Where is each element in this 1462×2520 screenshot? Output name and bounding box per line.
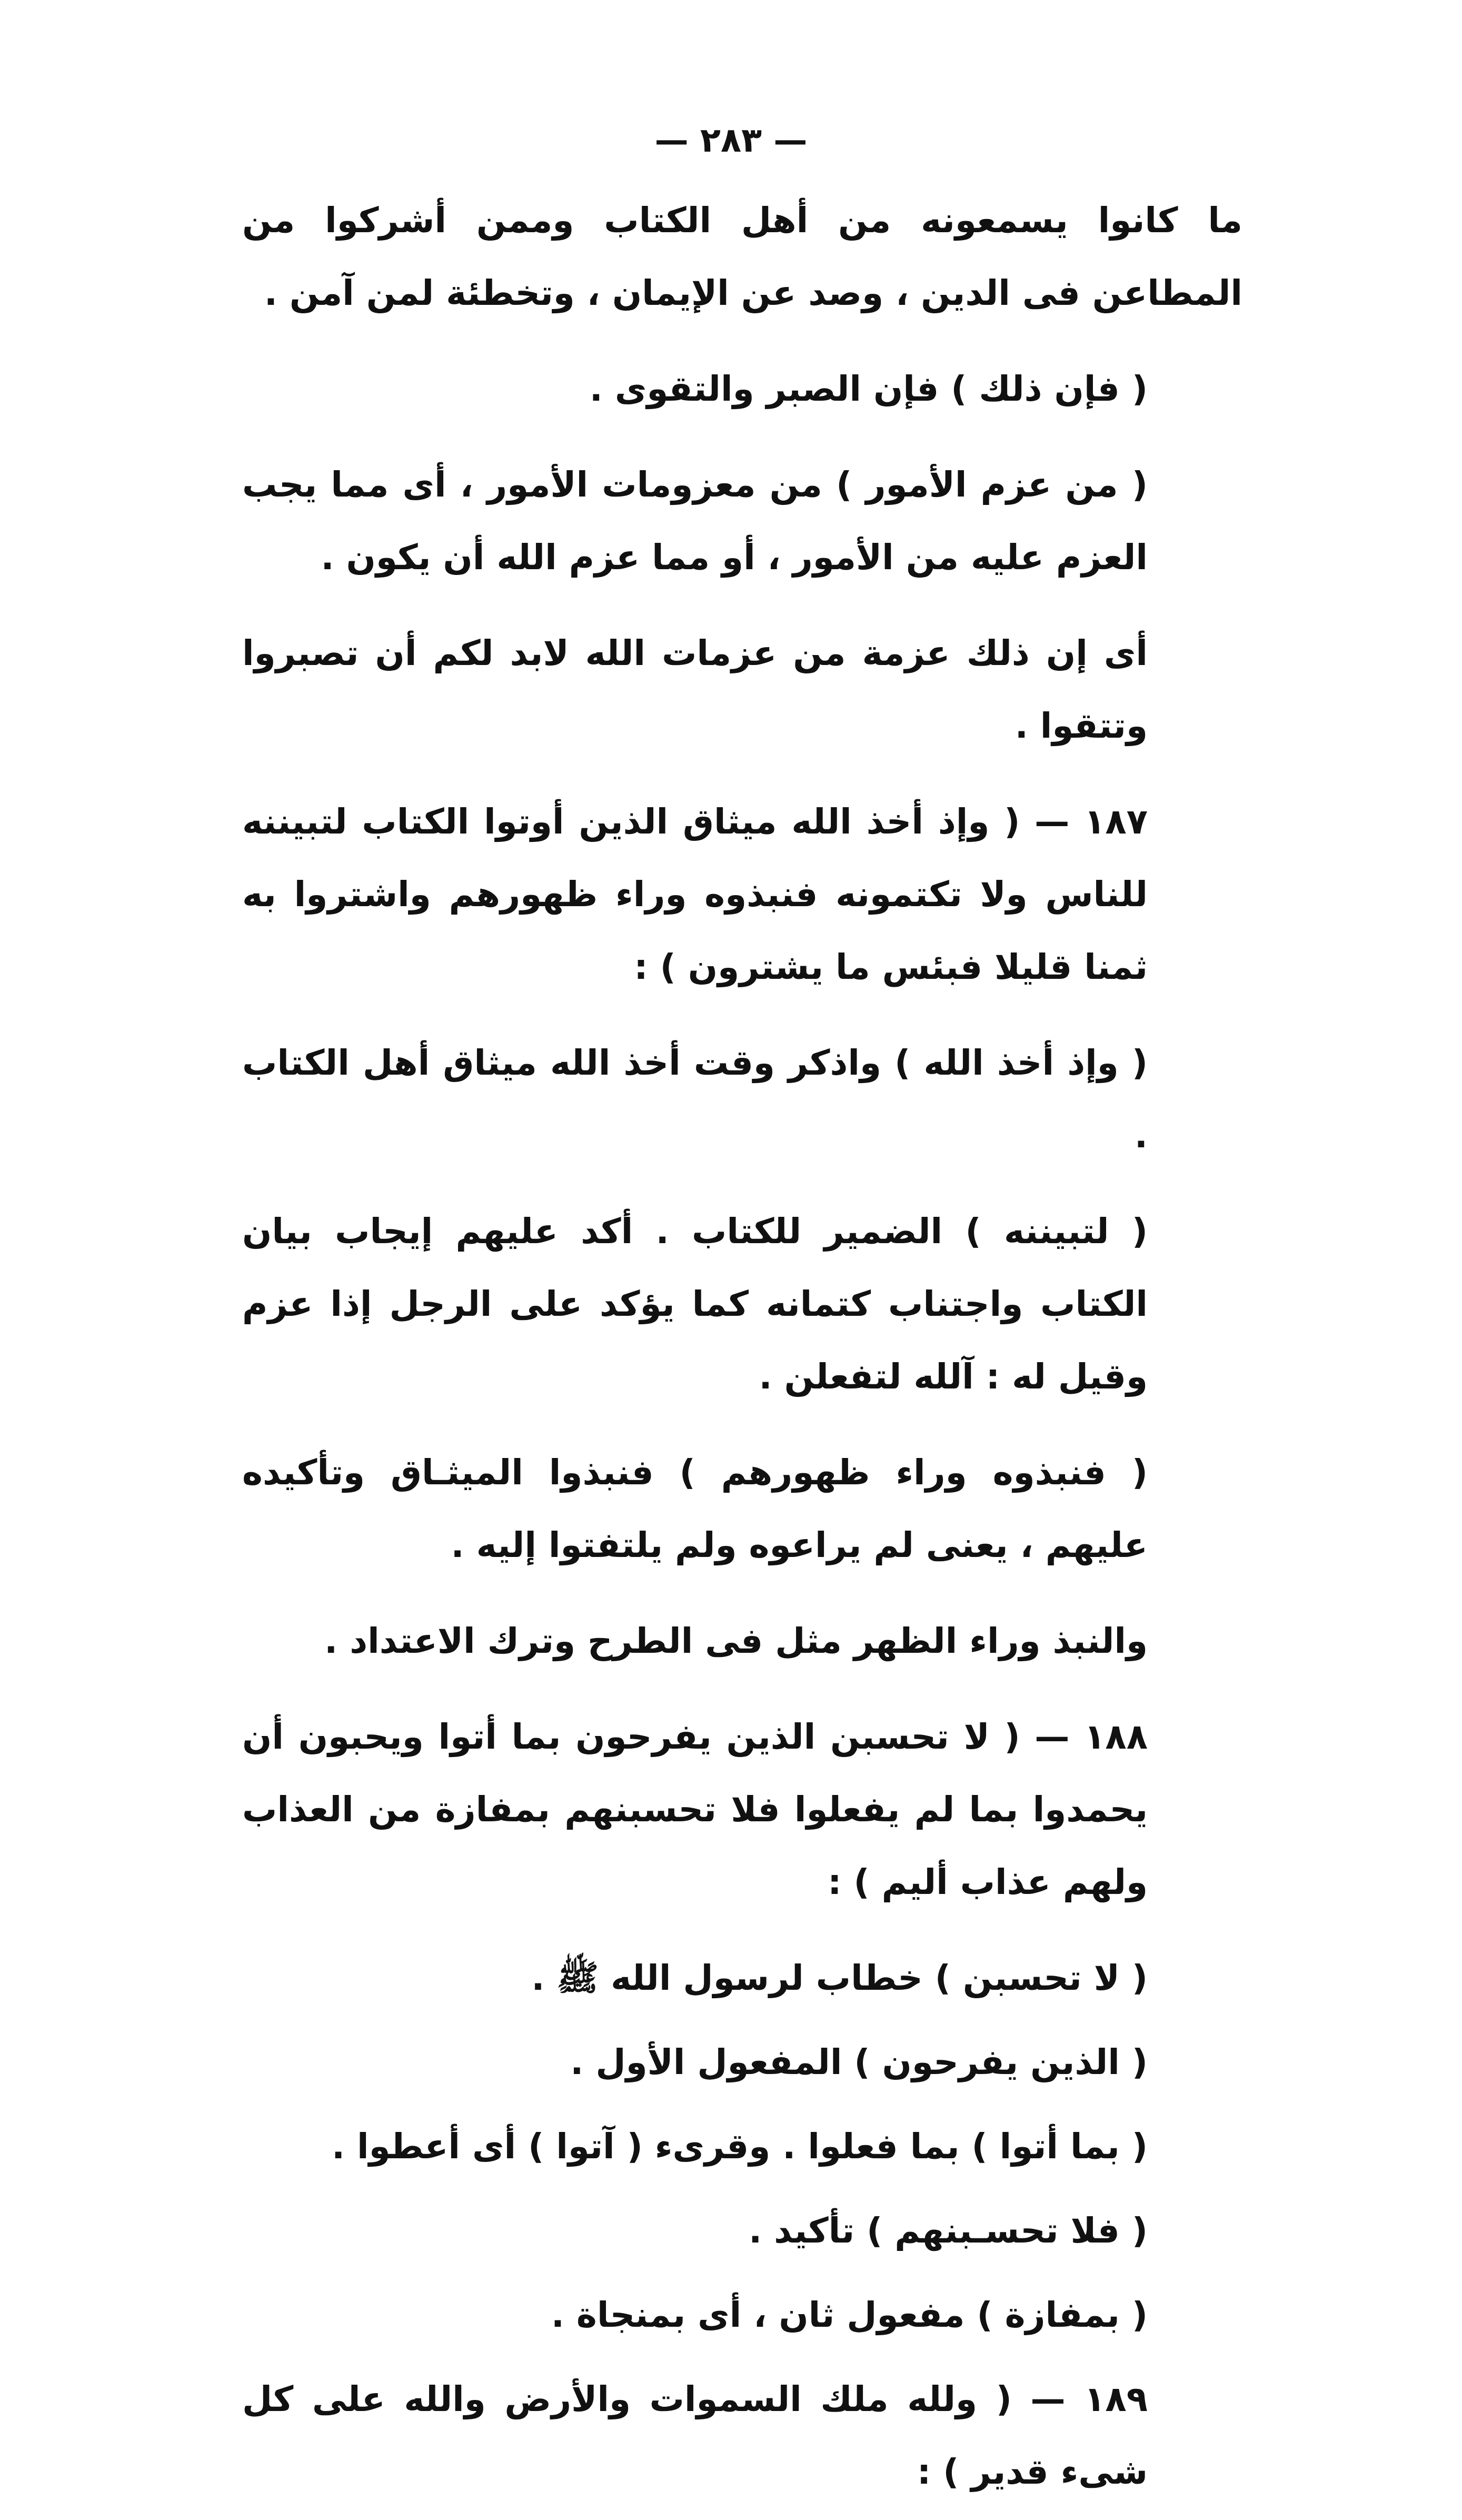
paragraph-patience: ( فإن ذلك ) فإن الصبر والتقوى . (589, 369, 1148, 409)
text-body (242, 184, 1242, 2520)
verse-187: ١٨٧ — ( وإذ أخذ الله ميثاق الذين أوتوا الكتاب لتبيننه للناس ولا تكتمونه فنبذوه وراء ظهورهم واشتروا به ثمنا قليلا فبئس ما يشترون ) : (242, 801, 1148, 987)
verse-188: ١٨٨ — ( لا تحسبن الذين يفرحون بما أتوا ويحبون أن يحمدوا بما لم يفعلوا فلا تحسبنهم بمفازة من العذاب ولهم عذاب أليم ) : (242, 1717, 1148, 1902)
verse-189: ١٨٩ — ( ولله ملك السموات والأرض والله على كل شىء قدير ) : (242, 2379, 1148, 2492)
paragraph-resolve-meaning: أى إن ذلك عزمة من عزمات الله لابد لكم أن تصبروا وتتقوا . (242, 633, 1148, 746)
paragraph-clarify: ( لتبيننه ) الضمير للكتاب . أكد عليهم إيجاب بيان الكتاب واجتناب كتمانه كما يؤكد على الرجل إذا عزم وقيل له : آلله لتفعلن . (242, 1211, 1148, 1397)
paragraph-continuation: ما كانوا يسمعونه من أهل الكتاب وممن أشركوا من المطاعن فى الدين ، وصد عن الإيمان ، وتخطئة لمن آمن . (242, 200, 1242, 313)
note-do-not-think: ( لا تحسبن ) خطاب لرسول الله ﷺ . (531, 1958, 1148, 1998)
note-what-they-did: ( بما أتوا ) بما فعلوا . وقرىء ( آتوا ) أى أعطوا . (331, 2126, 1148, 2167)
paragraph-covenant: ( وإذ أخذ الله ) واذكر وقت أخذ الله ميثاق أهل الكتاب . (242, 1043, 1148, 1156)
note-second-object: ( بمفازة ) مفعول ثان ، أى بمنجاة . (551, 2295, 1148, 2335)
paragraph-resolve: ( من عزم الأمور ) من معزومات الأمور ، أى مما يجب العزم عليه من الأمور ، أو مما عزم الله أن يكون . (242, 464, 1148, 578)
note-first-object: ( الذين يفرحون ) المفعول الأول . (570, 2042, 1148, 2082)
page-number: — ٢٨٣ — (654, 121, 808, 160)
paragraph-cast-meaning: والنبذ وراء الظهر مثل فى الطرح وترك الاعتداد . (324, 1621, 1148, 1661)
note-emphasis: ( فلا تحسـبنهم ) تأكيد . (749, 2210, 1148, 2251)
paragraph-cast-away: ( فنبذوه وراء ظهورهم ) فنبذوا الميثـاق وتأكيده عليهم ، يعنى لم يراعوه ولم يلتفتوا إليه . (242, 1452, 1148, 1565)
